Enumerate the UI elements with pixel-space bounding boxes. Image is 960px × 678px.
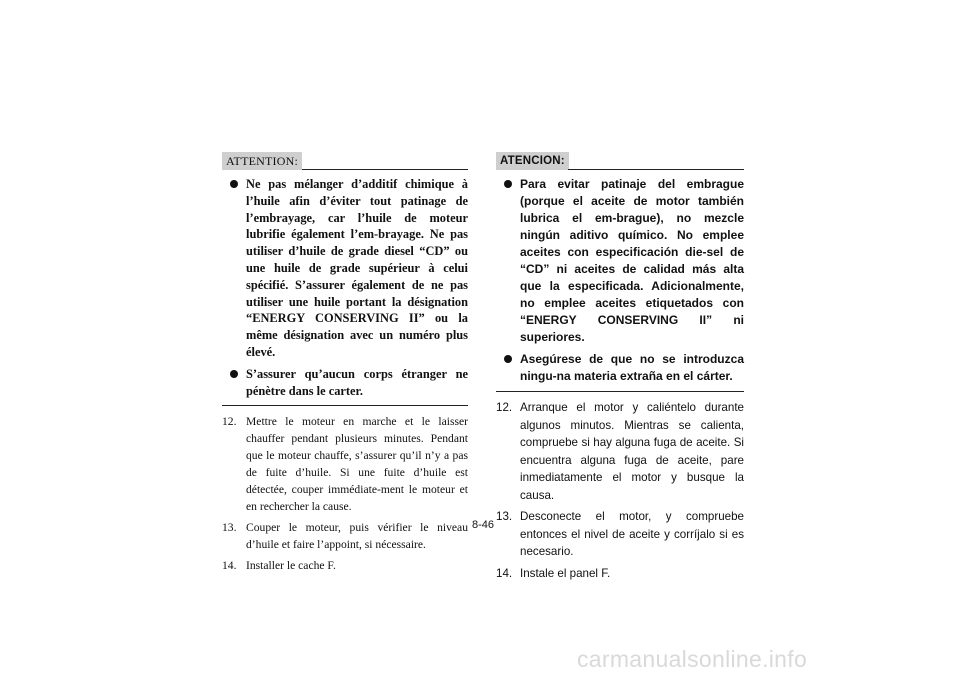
page-number: 8-46 (472, 519, 495, 531)
bullet-text: Asegúrese de que no se introduzca ningu-na materia extraña en el cárter. (520, 352, 744, 383)
spanish-column (496, 152, 744, 586)
bullet-icon (230, 180, 238, 188)
step-text: Desconecte el motor, y compruebe entonces el nivel de aceite y corríjalo si es necesario. (520, 510, 744, 558)
step-item (496, 399, 744, 504)
step-list (496, 399, 744, 582)
warning-bullet (222, 176, 468, 361)
step-text: Mettre le moteur en marche et le laisser chauffer pendant plusieurs minutes. Pendant que le moteur chauffe, s’assurer qu’il n’y a pas de fuite d’huile. Si une fuite d’huile est détectée, couper immédiate-ment le moteur et en rechercher la cause. (246, 415, 468, 514)
warning-label: ATENCION: (496, 152, 569, 170)
bullet-text: Ne pas mélanger d’additif chimique à l’huile afin d’éviter tout patinage de l’embrayage, car l’huile de moteur lubrifie également l’em-brayage. Ne pas utiliser d’huile de grade diesel “CD” ou une huile de grade supérieur à celui spécifié. S’assurer également de ne pas utiliser une huile portant la désignation “ENERGY CONSERVING II” ou la même désignation avec un numéro plus élevé. (246, 177, 468, 359)
bullet-icon (504, 355, 512, 363)
step-number: 14. (222, 559, 237, 573)
french-column (222, 152, 468, 578)
step-item (222, 413, 468, 515)
watermark: carmanualsonline.info (577, 646, 808, 672)
header-rule (302, 169, 468, 170)
step-number: 13. (222, 521, 237, 535)
header-rule (568, 169, 744, 170)
step-item (496, 508, 744, 561)
warning-header (222, 152, 468, 172)
step-number: 12. (222, 415, 237, 429)
warning-bullet (496, 351, 744, 385)
warning-end-rule (496, 391, 744, 392)
warning-header (496, 152, 744, 172)
step-item (222, 557, 468, 574)
warning-bullet (496, 176, 744, 346)
warning-bullet (222, 366, 468, 400)
warning-end-rule (222, 405, 468, 406)
warning-bullet-list (222, 176, 468, 399)
step-text: Installer le cache F. (246, 559, 336, 573)
bullet-icon (504, 180, 512, 188)
step-number: 12. (496, 401, 513, 414)
step-number: 14. (496, 566, 513, 580)
bullet-icon (230, 370, 238, 378)
warning-bullet-list (496, 176, 744, 385)
bullet-text: S’assurer qu’aucun corps étranger ne pénètre dans le carter. (246, 366, 468, 398)
bullet-text: Para evitar patinaje del embrague (porque el aceite de motor también lubrica el em-brague), no mezcle ningún aditivo químico. No emplee aceites con especificación die-sel de “CD” ni aceites de calidad más alta que la especificada. Adicionalmente, no emplee aceites etiquetados con “ENERGY CONSERVING II” ni superiores. (520, 177, 744, 344)
step-number: 13. (496, 510, 513, 523)
step-text: Couper le moteur, puis vérifier le niveau d’huile et faire l’appoint, si nécessaire. (246, 521, 468, 552)
step-text: Instale el panel F. (520, 566, 611, 580)
step-text: Arranque el motor y caliéntelo durante algunos minutos. Mientras se calienta, compruebe si hay alguna fuga de aceite. Si encuentra alguna fuga de aceite, pare inmediatamente el motor y busque la causa. (520, 401, 744, 502)
warning-label: ATTENTION: (222, 152, 302, 170)
step-list (222, 413, 468, 574)
step-item (496, 565, 744, 583)
step-item (222, 519, 468, 553)
